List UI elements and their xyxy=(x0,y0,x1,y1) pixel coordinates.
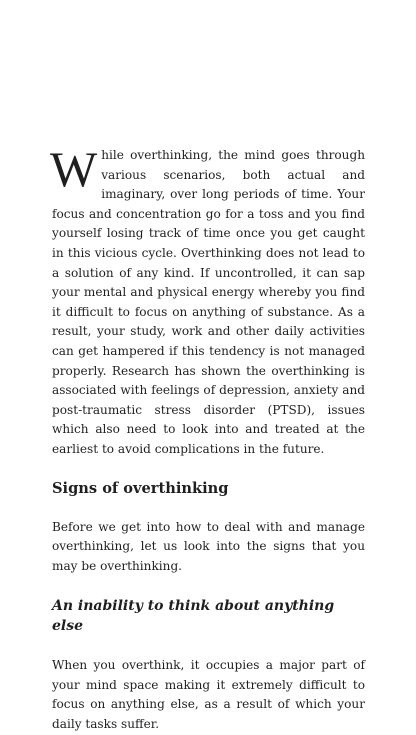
subsection-heading: An inability to think about anything else xyxy=(52,598,335,635)
section-heading: Signs of overthinking xyxy=(52,479,229,497)
page-body xyxy=(50,141,365,735)
subsection-paragraph: When you overthink, it occupies a major part of your mind space making it extremely difficult to focus on anything else, as a result of which your daily tasks suffer. xyxy=(52,658,365,732)
drop-cap: W xyxy=(50,141,98,197)
intro-text: hile overthinking, the mind goes through various scenarios, both actual and imaginary, over long periods of time. Your focus and concentration go for a toss and you find yourself losing track of time once you get caught in this vicious cycle. Overthinking does not lead to a solution of any kind. If uncontrolled, it can sap your mental and physical energy whereby you find it difficult to focus on anything of substance. As a result, your study, work and other daily activities can get hampered if this tendency is not managed properly. Research has shown the overthinking is associated with feelings of depression, anxiety and post-traumatic stress disorder (PTSD), issues which also need to look into and treated at the earliest to avoid complications in the future. xyxy=(52,148,365,456)
section-paragraph: Before we get into how to deal with and manage overthinking, let us look into the signs that you may be overthinking. xyxy=(52,519,365,573)
intro-paragraph xyxy=(50,141,365,460)
